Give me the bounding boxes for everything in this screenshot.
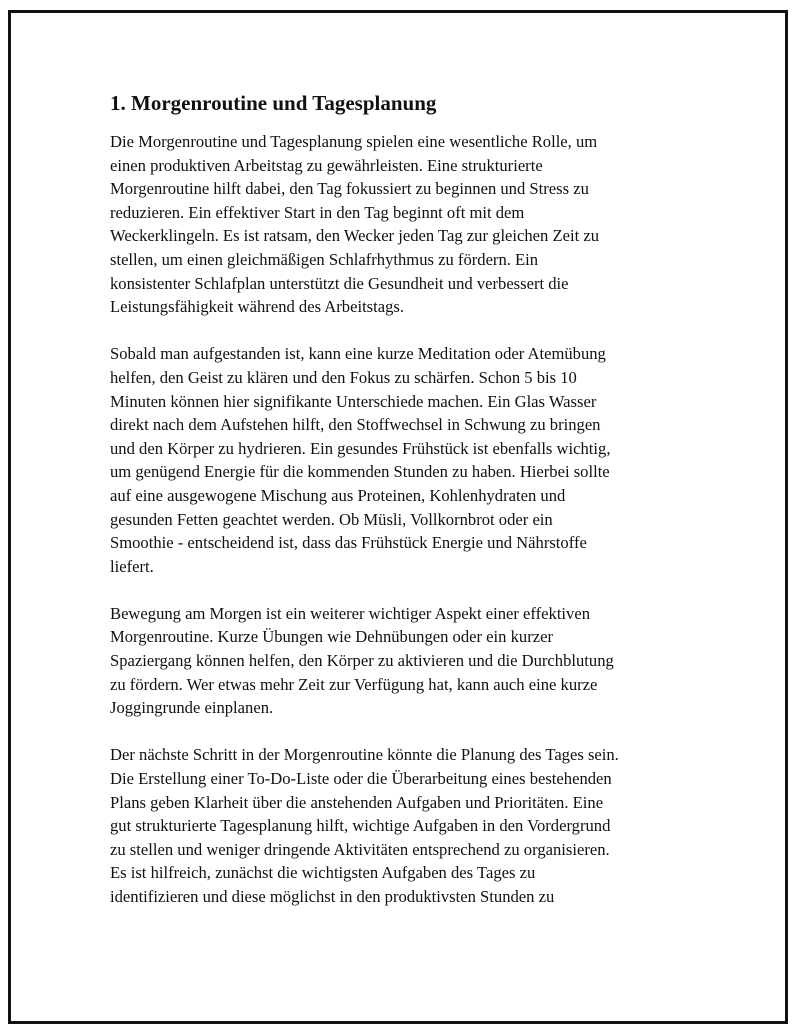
document-body bbox=[110, 88, 690, 932]
section-heading: 1. Morgenroutine und Tagesplanung bbox=[110, 91, 437, 115]
paragraph-4 bbox=[110, 743, 690, 908]
text-line: Minuten können hier signifikante Unterschiede machen. Ein Glas Wasser bbox=[110, 391, 597, 411]
text-line: liefert. bbox=[110, 556, 154, 576]
text-line: Leistungsfähigkeit während des Arbeitstags. bbox=[110, 297, 405, 317]
text-line: um genügend Energie für die kommenden Stunden zu haben. Hierbei sollte bbox=[110, 462, 610, 482]
text-line: zu fördern. Wer etwas mehr Zeit zur Verfügung hat, kann auch eine kurze bbox=[110, 674, 598, 694]
text-line: identifizieren und diese möglichst in den produktivsten Stunden zu bbox=[110, 887, 555, 906]
text-line: direkt nach dem Aufstehen hilft, den Stoffwechsel in Schwung zu bringen bbox=[110, 415, 601, 435]
text-line: auf eine ausgewogene Mischung aus Proteinen, Kohlenhydraten und bbox=[110, 485, 566, 505]
text-line: konsistenter Schlafplan unterstützt die Gesundheit und verbessert die bbox=[110, 273, 569, 293]
text-line: Bewegung am Morgen ist ein weiterer wichtiger Aspekt einer effektiven bbox=[110, 603, 590, 623]
text-line: zu stellen und weniger dringende Aktivitäten entsprechend zu organisieren. bbox=[110, 839, 610, 859]
text-line: Weckerklingeln. Es ist ratsam, den Wecker jeden Tag zur gleichen Zeit zu bbox=[110, 226, 600, 246]
text-line: reduzieren. Ein effektiver Start in den Tag beginnt oft mit dem bbox=[110, 202, 525, 222]
paragraph-3 bbox=[110, 602, 690, 720]
text-line: gut strukturierte Tagesplanung hilft, wichtige Aufgaben in den Vordergrund bbox=[110, 816, 611, 836]
text-line: Sobald man aufgestanden ist, kann eine kurze Meditation oder Atemübung bbox=[110, 344, 606, 364]
text-line: Joggingrunde einplanen. bbox=[110, 698, 274, 718]
text-line: Morgenroutine. Kurze Übungen wie Dehnübungen oder ein kurzer bbox=[110, 627, 553, 647]
text-line: Smoothie - entscheidend ist, dass das Frühstück Energie und Nährstoffe bbox=[110, 533, 587, 553]
text-line: einen produktiven Arbeitstag zu gewährleisten. Eine strukturierte bbox=[110, 155, 543, 175]
text-line: Der nächste Schritt in der Morgenroutine könnte die Planung des Tages sein. bbox=[110, 745, 619, 765]
paragraph-1 bbox=[110, 130, 690, 319]
text-line: stellen, um einen gleichmäßigen Schlafrhythmus zu fördern. Ein bbox=[110, 249, 539, 269]
text-line: gesunden Fetten geachtet werden. Ob Müsli, Vollkornbrot oder ein bbox=[110, 509, 553, 529]
text-line: Spaziergang können helfen, den Körper zu aktivieren und die Durchblutung bbox=[110, 651, 614, 671]
text-line: und den Körper zu hydrieren. Ein gesundes Frühstück ist ebenfalls wichtig, bbox=[110, 438, 611, 458]
text-line: Morgenroutine hilft dabei, den Tag fokussiert zu beginnen und Stress zu bbox=[110, 179, 589, 199]
text-line: Es ist hilfreich, zunächst die wichtigsten Aufgaben des Tages zu bbox=[110, 863, 536, 883]
text-line: helfen, den Geist zu klären und den Fokus zu schärfen. Schon 5 bis 10 bbox=[110, 367, 577, 387]
text-line: Die Erstellung einer To-Do-Liste oder die Überarbeitung eines bestehenden bbox=[110, 769, 612, 789]
paragraph-2 bbox=[110, 342, 690, 578]
text-line: Die Morgenroutine und Tagesplanung spielen eine wesentliche Rolle, um bbox=[110, 132, 598, 151]
text-line: Plans geben Klarheit über die anstehenden Aufgaben und Prioritäten. Eine bbox=[110, 792, 604, 812]
